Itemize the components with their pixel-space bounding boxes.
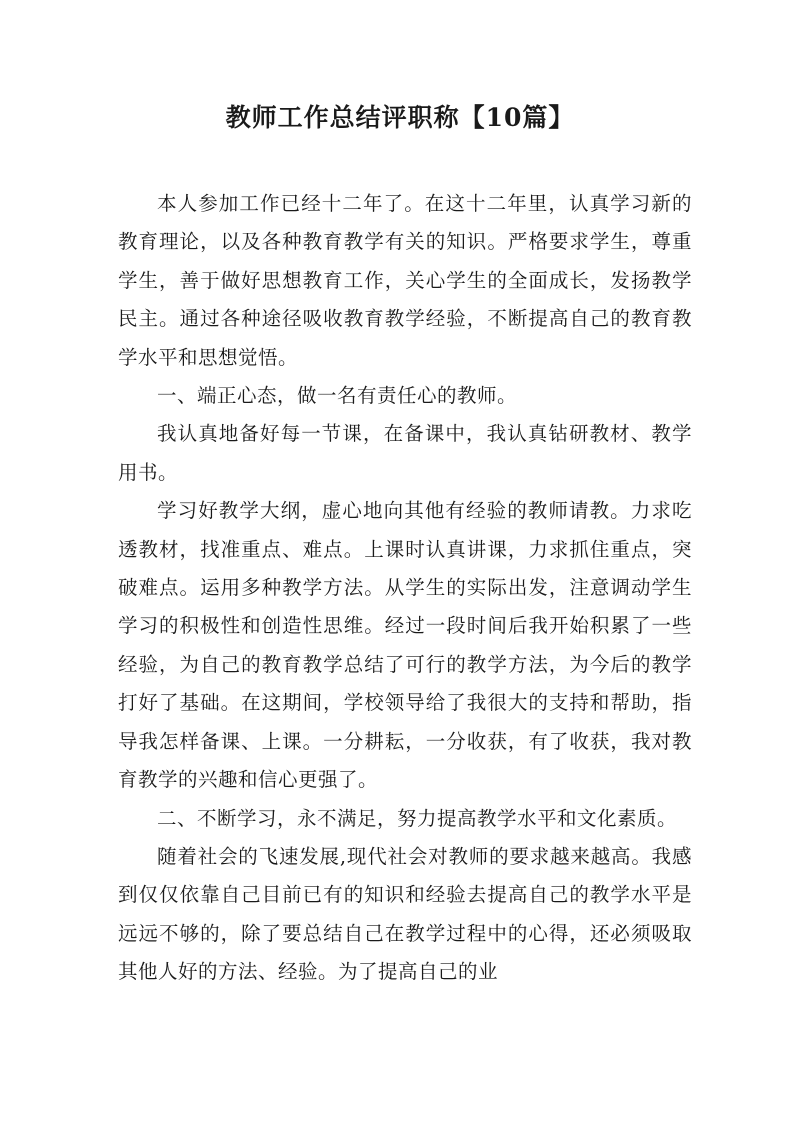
section-heading-1: 一、端正心态，做一名有责任心的教师。 (157, 384, 518, 408)
paragraph-intro: 本人参加工作已经十二年了。在这十二年里，认真学习新的教育理论，以及各种教育教学有关的知识。严格要求学生，尊重学生，善于做好思想教育工作，关心学生的全面成长，发扬教学民主。通过各种途径吸收教育教学经验，不断提高自己的教育教学水平和思想觉悟。 (118, 192, 692, 369)
document-body (118, 185, 692, 992)
paragraph-lesson-prep: 我认真地备好每一节课，在备课中，我认真钻研教材、教学用书。 (118, 422, 692, 484)
paragraph-teaching-methods: 学习好教学大纲，虚心地向其他有经验的教师请教。力求吃透教材，找准重点、难点。上课时认真讲课，力求抓住重点，突破难点。运用多种教学方法。从学生的实际出发，注意调动学生学习的积极性和创造性思维。经过一段时间后我开始积累了一些经验，为自己的教育教学总结了可行的教学方法，为今后的教学打好了基础。在这期间，学校领导给了我很大的支持和帮助，指导我怎样备课、上课。一分耕耘，一分收获，有了收获，我对教育教学的兴趣和信心更强了。 (118, 499, 692, 792)
document-title: 教师工作总结评职称【10篇】 (225, 103, 575, 132)
paragraph-continuous-learning: 随着社会的飞速发展,现代社会对教师的要求越来越高。我感到仅仅依靠自己目前已有的知识和经验去提高自己的教学水平是远远不够的，除了要总结自己在教学过程中的心得，还必须吸取其他人好的方法、经验。为了提高自己的业 (118, 844, 692, 984)
section-heading-2: 二、不断学习，永不满足，努力提高教学水平和文化素质。 (157, 806, 678, 830)
